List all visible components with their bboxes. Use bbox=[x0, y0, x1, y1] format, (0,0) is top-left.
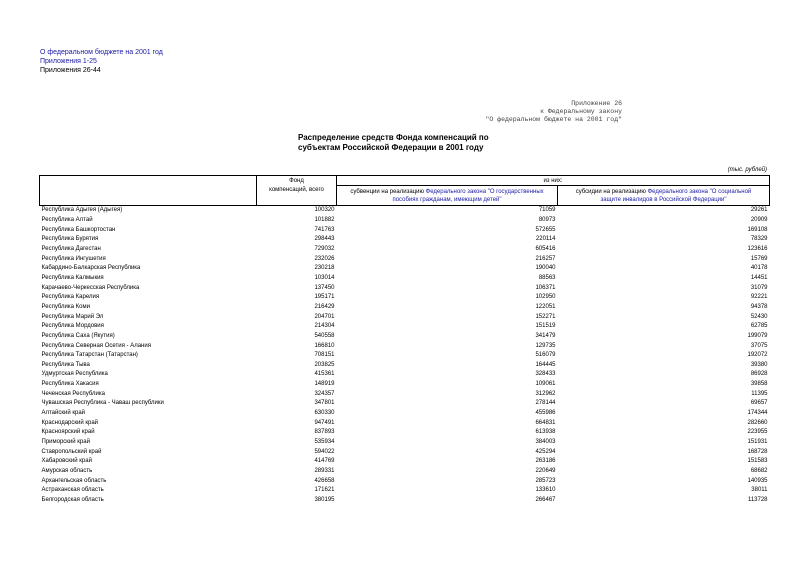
distribution-table bbox=[39, 175, 770, 505]
table-row bbox=[40, 216, 770, 226]
fund-total: 708151 bbox=[314, 352, 335, 359]
subvention-value: 151519 bbox=[535, 323, 556, 330]
fund-total: 414769 bbox=[314, 458, 335, 465]
subvention-value: 102950 bbox=[535, 294, 556, 301]
subvention-value: 220114 bbox=[535, 236, 556, 243]
subvention-value: 285723 bbox=[535, 477, 556, 484]
table-row bbox=[40, 312, 770, 322]
fund-total: 947491 bbox=[314, 419, 335, 426]
region-name: Республика Коми bbox=[41, 303, 90, 310]
subvention-value: 164445 bbox=[535, 361, 556, 368]
fund-total: 535934 bbox=[314, 439, 335, 446]
subvention-value: 109061 bbox=[535, 381, 556, 388]
subvention-value: 122051 bbox=[535, 303, 556, 310]
region-name: Хабаровский край bbox=[41, 458, 92, 465]
page-title: Распределение средств Фонда компенсаций по субъектам Российской Федерации в 2001 году bbox=[298, 133, 489, 152]
subvention-value: 384003 bbox=[535, 439, 556, 446]
fund-total: 347801 bbox=[314, 400, 335, 407]
region-name: Краснодарский край bbox=[41, 419, 99, 426]
appendices-26-44-text: Приложения 26-44 bbox=[40, 67, 101, 74]
table-row bbox=[40, 447, 770, 457]
subsidy-value: 31079 bbox=[750, 284, 768, 291]
table-row bbox=[40, 428, 770, 438]
subsidy-value: 37075 bbox=[750, 342, 768, 349]
table-row bbox=[40, 351, 770, 361]
region-name: Республика Бурятия bbox=[41, 236, 99, 243]
appendix-law-name: "О федеральном бюджете на 2001 год" bbox=[485, 116, 622, 123]
subsidy-value: 223955 bbox=[747, 429, 768, 436]
region-name: Карачаево-Черкесская Республика bbox=[41, 284, 140, 291]
subvention-value: 605416 bbox=[535, 245, 556, 252]
subvention-value: 341479 bbox=[535, 332, 556, 339]
subsidy-value: 68682 bbox=[750, 468, 768, 475]
table-row bbox=[40, 303, 770, 313]
fund-total: 741763 bbox=[314, 226, 335, 233]
fund-total: 289331 bbox=[314, 468, 335, 475]
fund-total: 204701 bbox=[314, 313, 335, 320]
subsidy-value: 282660 bbox=[747, 419, 768, 426]
table-row bbox=[40, 283, 770, 293]
region-name: Ставропольский край bbox=[41, 448, 102, 455]
region-name: Белгородская область bbox=[41, 497, 104, 504]
table-row bbox=[40, 264, 770, 274]
table-row bbox=[40, 245, 770, 255]
subvention-value: 664831 bbox=[535, 419, 556, 426]
subsidy-value: 40178 bbox=[750, 265, 768, 272]
fund-total: 171621 bbox=[314, 487, 335, 494]
subsidy-value: 29261 bbox=[750, 207, 768, 214]
subsidy-value: 15769 bbox=[750, 255, 768, 262]
col-fund-header: Фонд bbox=[257, 176, 337, 186]
subvention-value: 88563 bbox=[538, 274, 556, 281]
fund-total: 630330 bbox=[314, 410, 335, 417]
fund-total: 729032 bbox=[314, 245, 335, 252]
subsidy-value: 140935 bbox=[747, 477, 768, 484]
appendix-header bbox=[485, 100, 622, 124]
table-row bbox=[40, 293, 770, 303]
fund-total: 540558 bbox=[314, 332, 335, 339]
fund-total: 148919 bbox=[314, 381, 335, 388]
subvention-value: 572655 bbox=[535, 226, 556, 233]
fund-total: 837893 bbox=[314, 429, 335, 436]
subsidy-value: 169108 bbox=[747, 226, 768, 233]
region-name: Республика Татарстан (Татарстан) bbox=[41, 352, 138, 359]
subvention-value: 312962 bbox=[535, 390, 556, 397]
subsidy-value: 39380 bbox=[750, 361, 768, 368]
table-row bbox=[40, 235, 770, 245]
region-name: Республика Адыгея (Адыгея) bbox=[41, 207, 123, 214]
subsidy-value: 78329 bbox=[750, 236, 768, 243]
nav-links bbox=[40, 48, 163, 75]
region-name: Архангельская область bbox=[41, 477, 107, 484]
subsidy-value: 39858 bbox=[750, 381, 768, 388]
subsidy-value: 86928 bbox=[750, 371, 768, 378]
fund-total: 203825 bbox=[314, 361, 335, 368]
table-row bbox=[40, 341, 770, 351]
table-row bbox=[40, 332, 770, 342]
fund-total: 230218 bbox=[314, 265, 335, 272]
subvention-value: 190040 bbox=[535, 265, 556, 272]
fund-total: 324357 bbox=[314, 390, 335, 397]
table-row bbox=[40, 370, 770, 380]
fund-total: 298443 bbox=[314, 236, 335, 243]
link-law-social-protection[interactable]: Федерального закона "О социальной bbox=[647, 188, 752, 195]
subvention-value: 106371 bbox=[535, 284, 556, 291]
region-name: Республика Саха (Якутия) bbox=[41, 332, 115, 339]
subsidy-value: 168728 bbox=[747, 448, 768, 455]
table-row bbox=[40, 476, 770, 486]
subsidy-value: 20909 bbox=[750, 216, 768, 223]
subsidy-value: 151931 bbox=[747, 439, 768, 446]
region-name: Амурская область bbox=[41, 468, 93, 475]
region-name: Республика Башкортостан bbox=[41, 226, 116, 233]
region-name: Республика Алтай bbox=[41, 216, 93, 223]
region-name: Удмуртская Республика bbox=[41, 371, 108, 378]
link-federal-budget-2001[interactable]: О федеральном бюджете на 2001 год bbox=[40, 49, 163, 56]
table-row bbox=[40, 225, 770, 235]
table-row bbox=[40, 438, 770, 448]
link-law-state-benefits[interactable]: Федерального закона "О государственных bbox=[425, 188, 544, 195]
subsidy-value: 14451 bbox=[750, 274, 768, 281]
region-name: Приморский край bbox=[41, 439, 90, 446]
subsidy-value: 199079 bbox=[747, 332, 768, 339]
subvention-value: 278144 bbox=[535, 400, 556, 407]
table-row bbox=[40, 389, 770, 399]
region-name: Республика Карелия bbox=[41, 294, 100, 301]
subvention-value: 133610 bbox=[535, 487, 556, 494]
table-row bbox=[40, 361, 770, 371]
region-name: Кабардино-Балкарская Республика bbox=[41, 265, 141, 272]
col-fund-header-2: компенсаций, всего bbox=[257, 186, 337, 206]
col-region-header bbox=[40, 176, 257, 206]
subvention-value: 516079 bbox=[535, 352, 556, 359]
subsidy-value: 192072 bbox=[747, 352, 768, 359]
fund-total: 594022 bbox=[314, 448, 335, 455]
subvention-value: 220649 bbox=[535, 468, 556, 475]
table-row bbox=[40, 496, 770, 506]
subsidy-value: 174344 bbox=[747, 410, 768, 417]
subsidy-value: 151583 bbox=[747, 458, 768, 465]
subsidy-value: 38011 bbox=[751, 487, 768, 494]
region-name: Красноярский край bbox=[41, 429, 95, 436]
region-name: Республика Калмыкия bbox=[41, 274, 104, 281]
region-name: Республика Хакасия bbox=[41, 381, 99, 388]
fund-total: 426658 bbox=[314, 477, 335, 484]
region-name: Республика Марий Эл bbox=[41, 313, 104, 320]
fund-total: 101882 bbox=[314, 216, 335, 223]
region-name: Алтайский край bbox=[41, 410, 86, 417]
fund-total: 195171 bbox=[314, 294, 335, 301]
subvention-value: 71059 bbox=[538, 207, 556, 214]
table-row bbox=[40, 380, 770, 390]
subvention-value: 266467 bbox=[535, 497, 556, 504]
subvention-value: 129735 bbox=[535, 342, 556, 349]
subvention-value: 328433 bbox=[535, 371, 556, 378]
table-row bbox=[40, 418, 770, 428]
table-row bbox=[40, 322, 770, 332]
subsidy-value: 113728 bbox=[747, 497, 768, 504]
table-row bbox=[40, 254, 770, 264]
region-name: Республика Тыва bbox=[41, 361, 90, 368]
region-name: Чеченская Республика bbox=[41, 390, 105, 397]
region-name: Республика Северная Осетия - Алания bbox=[41, 342, 151, 349]
table-row bbox=[40, 409, 770, 419]
fund-total: 214304 bbox=[314, 323, 335, 330]
col-of-them-header: из них: bbox=[337, 176, 770, 186]
col-subvention-header: субвенции на реализацию Федерального закона "О государственных пособиях гражданам, имеющим детей" bbox=[337, 186, 558, 206]
fund-total: 100320 bbox=[314, 207, 335, 214]
region-name: Астраханская область bbox=[41, 487, 104, 494]
table-row bbox=[40, 274, 770, 284]
fund-total: 216429 bbox=[314, 303, 335, 310]
table-row bbox=[40, 206, 770, 216]
fund-total: 137450 bbox=[314, 284, 335, 291]
subvention-value: 80973 bbox=[538, 216, 556, 223]
table-row bbox=[40, 457, 770, 467]
subvention-value: 425294 bbox=[535, 448, 556, 455]
subsidy-value: 11395 bbox=[751, 390, 768, 397]
fund-total: 166810 bbox=[314, 342, 335, 349]
subsidy-value: 62785 bbox=[750, 323, 768, 330]
fund-total: 415361 bbox=[314, 371, 335, 378]
region-name: Чувашская Республика - Чаваш республики bbox=[41, 400, 164, 407]
unit-label: (тыс. рублей) bbox=[727, 167, 767, 173]
subsidy-value: 92221 bbox=[750, 294, 768, 301]
link-law-social-protection-2[interactable]: защите инвалидов в Российской Федерации" bbox=[600, 196, 727, 203]
subvention-value: 613938 bbox=[535, 429, 556, 436]
table-row bbox=[40, 486, 770, 496]
fund-total: 380195 bbox=[314, 497, 335, 504]
table-row bbox=[40, 467, 770, 477]
subvention-value: 216257 bbox=[535, 255, 556, 262]
fund-total: 103014 bbox=[314, 274, 335, 281]
col-subsidy-header: субсидии на реализацию Федерального закона "О социальной защите инвалидов в Российской Федерации" bbox=[558, 186, 770, 206]
subsidy-value: 123616 bbox=[747, 245, 768, 252]
fund-total: 232026 bbox=[314, 255, 335, 262]
table-row bbox=[40, 399, 770, 409]
link-appendices-1-25[interactable]: Приложения 1-25 bbox=[40, 58, 97, 65]
appendix-number: Приложение 26 bbox=[571, 100, 622, 107]
region-name: Республика Ингушетия bbox=[41, 255, 106, 262]
subvention-value: 263186 bbox=[535, 458, 556, 465]
link-law-state-benefits-2[interactable]: пособиях гражданам, имеющим детей" bbox=[392, 196, 502, 203]
subvention-value: 152271 bbox=[535, 313, 556, 320]
subvention-value: 455986 bbox=[535, 410, 556, 417]
subsidy-value: 52430 bbox=[750, 313, 768, 320]
region-name: Республика Дагестан bbox=[41, 245, 101, 252]
subsidy-value: 94378 bbox=[750, 303, 768, 310]
appendix-law-ref: к Федеральному закону bbox=[540, 108, 622, 115]
subsidy-value: 69657 bbox=[750, 400, 768, 407]
region-name: Республика Мордовия bbox=[41, 323, 104, 330]
